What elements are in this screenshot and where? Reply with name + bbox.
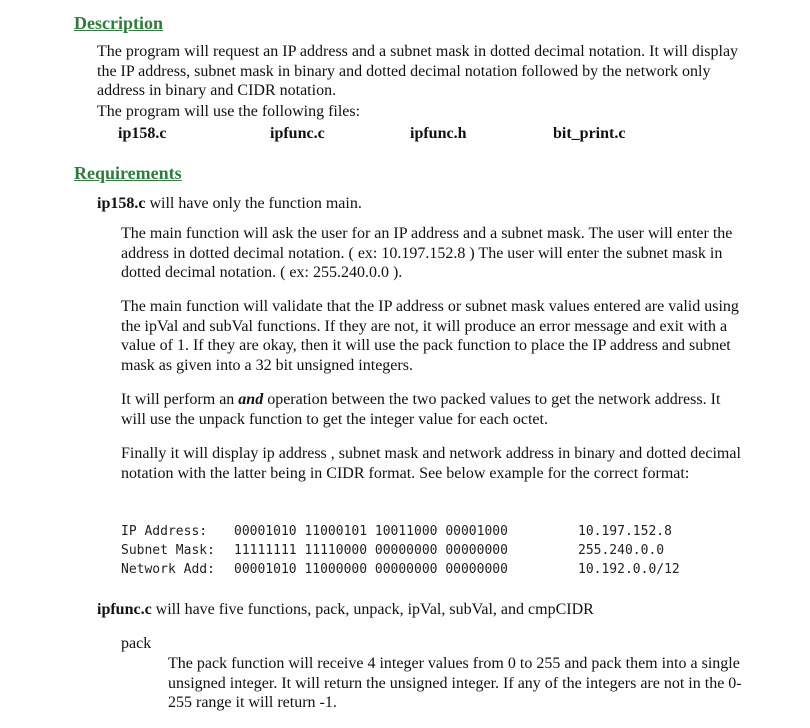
example-row-subnet bbox=[121, 541, 741, 560]
example-label: Subnet Mask: bbox=[121, 543, 215, 558]
example-binary: 00001010 11000000 00000000 00000000 bbox=[234, 562, 508, 577]
description-heading: Description bbox=[74, 13, 163, 33]
example-label: Network Add: bbox=[121, 562, 215, 577]
and-emphasis: and bbox=[238, 391, 264, 408]
file-name: bit_print.c bbox=[553, 125, 626, 142]
file-name: ip158.c bbox=[118, 125, 167, 142]
summary-text: will have only the function main. bbox=[145, 195, 362, 212]
requirements-heading: Requirements bbox=[74, 163, 182, 183]
file-name: ipfunc.h bbox=[410, 125, 467, 142]
pack-description: The pack function will receive 4 integer values from 0 to 255 and pack them into a single unsigned integer. It will return the unsigned integer. If any of the integers are not in the 0-255 range it will return -1. bbox=[168, 655, 742, 712]
main-input-paragraph: The main function will ask the user for an IP address and a subnet mask. The user will enter the address in dotted decimal notation. ( ex: 10.197.152.8 ) The user will enter the subnet mask in dotted decimal notation. ( ex: 255.240.0.0 ). bbox=[121, 225, 733, 282]
example-output bbox=[121, 522, 741, 579]
example-decimal: 255.240.0.0 bbox=[578, 543, 665, 558]
example-decimal: 10.197.152.8 bbox=[578, 524, 672, 539]
example-binary: 00001010 11000101 10011000 00001000 bbox=[234, 524, 508, 539]
file-name: ipfunc.c bbox=[97, 601, 152, 618]
summary-text: will have five functions, pack, unpack, ipVal, subVal, and cmpCIDR bbox=[151, 601, 594, 618]
example-binary: 11111111 11110000 00000000 00000000 bbox=[234, 543, 508, 558]
ip158-summary bbox=[97, 194, 747, 214]
file-name: ipfunc.c bbox=[270, 125, 325, 142]
file-list bbox=[118, 124, 738, 144]
display-paragraph: Finally it will display ip address , subnet mask and network address in binary and dotted decimal notation with the latter being in CIDR format. See below example for the correct format: bbox=[121, 445, 741, 482]
and-text-before: It will perform an bbox=[121, 391, 239, 408]
ipfunc-summary bbox=[97, 600, 747, 620]
example-label: IP Address: bbox=[121, 524, 208, 539]
and-operation-paragraph bbox=[121, 390, 743, 429]
files-intro: The program will use the following files: bbox=[97, 103, 361, 120]
pack-label: pack bbox=[121, 635, 152, 652]
example-decimal: 10.192.0.0/12 bbox=[578, 562, 680, 577]
description-paragraph: The program will request an IP address and a subnet mask in dotted decimal notation. It will display the IP address, subnet mask in binary and dotted decimal notation followed by the network only address in binary and CIDR notation. bbox=[97, 43, 739, 100]
example-row-network bbox=[121, 560, 741, 579]
example-row-ip bbox=[121, 522, 741, 541]
validation-paragraph: The main function will validate that the IP address or subnet mask values entered are valid using the ipVal and subVal functions. If they are not, it will produce an error message and exit with a value of 1. If they are okay, then it will use the pack function to place the IP address and subnet mask as given into a 32 bit unsigned integers. bbox=[121, 298, 739, 374]
and-text-after: operation between the two packed values to get the network address. It will use the unpack function to get the integer value for each octet. bbox=[121, 391, 721, 428]
file-name: ip158.c bbox=[97, 195, 146, 212]
